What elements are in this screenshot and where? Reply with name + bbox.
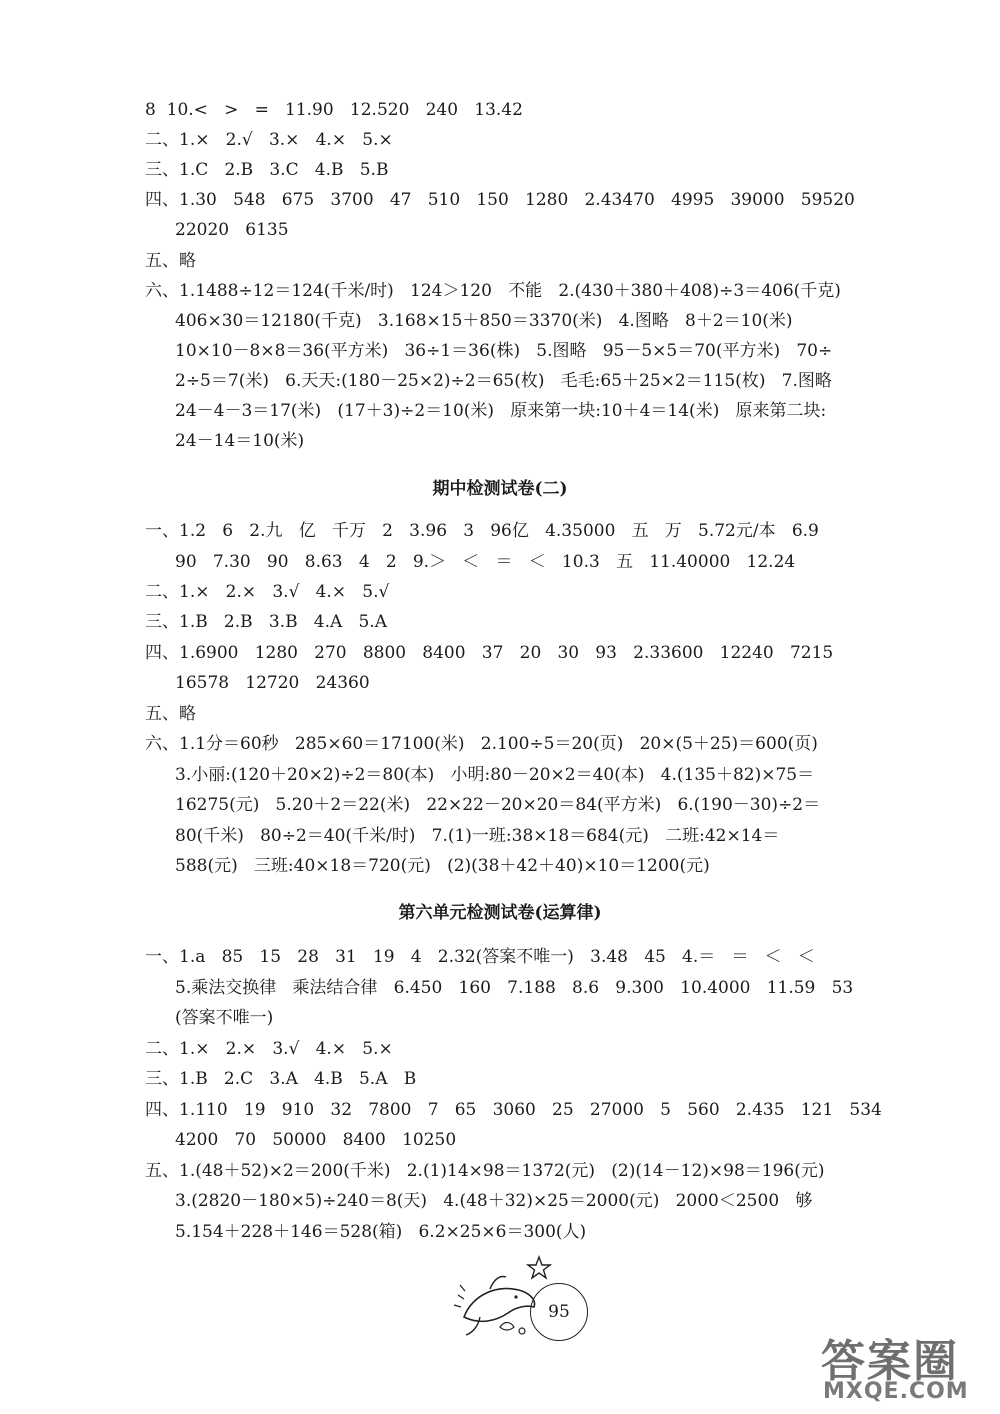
answer-line: 4200 70 50000 8400 10250: [175, 1130, 457, 1150]
answer-line: 80(千米) 80÷2＝40(千米/时) 7.(1)一班:38×18＝684(元) 二班:42×14＝: [175, 826, 780, 846]
answer-line: 2÷5＝7(米) 6.天天:(180－25×2)÷2＝65(枚) 毛毛:65＋25×2＝115(枚) 7.图略: [175, 371, 832, 391]
answer-line: 二、1.× 2.× 3.√ 4.× 5.×: [145, 1039, 393, 1059]
answer-line: 一、1.a 85 15 28 31 19 4 2.32(答案不唯一) 3.48 45 4.＝ ＝ ＜ ＜: [145, 947, 815, 967]
answer-line: 二、1.× 2.× 3.√ 4.× 5.√: [145, 582, 390, 602]
section-title: 期中检测试卷(二): [432, 479, 568, 499]
answer-line: 五、1.(48＋52)×2＝200(千米) 2.(1)14×98＝1372(元) (2)(14－12)×98＝196(元): [145, 1161, 825, 1181]
answer-line: 22020 6135: [175, 220, 289, 240]
answer-line: 三、1.B 2.C 3.A 4.B 5.A B: [145, 1069, 417, 1089]
answer-line: 三、1.B 2.B 3.B 4.A 5.A: [145, 612, 387, 632]
answer-line: 四、1.6900 1280 270 8800 8400 37 20 30 93 2.33600 12240 7215: [145, 643, 834, 663]
watermark-logo: [815, 1325, 1000, 1414]
answer-line: 四、1.110 19 910 32 7800 7 65 3060 25 27000 5 560 2.435 121 534: [145, 1100, 882, 1120]
answer-line: 588(元) 三班:40×18＝720(元) (2)(38＋42＋40)×10＝1200(元): [175, 856, 710, 876]
answer-line: 五、略: [145, 704, 196, 724]
answer-line: 3.(2820－180×5)÷240＝8(天) 4.(48＋32)×25＝2000(元) 2000＜2500 够: [175, 1191, 813, 1211]
answer-line: 5.154＋228＋146＝528(箱) 6.2×25×6＝300(人): [175, 1222, 587, 1242]
answer-line: 三、1.C 2.B 3.C 4.B 5.B: [145, 160, 389, 180]
answer-line: 16578 12720 24360: [175, 673, 370, 693]
answer-line: 一、1.2 6 2.九 亿 千万 2 3.96 3 96亿 4.35000 五 万 5.72元/本 6.9: [145, 521, 819, 541]
answer-line: 24－14＝10(米): [175, 431, 305, 451]
page-number: 95: [530, 1283, 588, 1341]
answer-line: 24－4－3＝17(米) (17＋3)÷2＝10(米) 原来第一块:10＋4＝14(米) 原来第二块:: [175, 401, 827, 421]
answer-line: 406×30＝12180(千克) 3.168×15＋850＝3370(米) 4.图略 8＋2＝10(米): [175, 311, 793, 331]
answer-line: 90 7.30 90 8.63 4 2 9.＞ ＜ ＝ ＜ 10.3 五 11.40000 12.24: [175, 552, 796, 572]
watermark-url: MXQE.COM: [823, 1379, 969, 1404]
answer-line: 六、1.1488÷12＝124(千米/时) 124＞120 不能 2.(430＋380＋408)÷3＝406(千克): [145, 281, 841, 301]
answer-line: 16275(元) 5.20＋2＝22(米) 22×22－20×20＝84(平方米) 6.(190－30)÷2＝: [175, 795, 821, 815]
answer-line: (答案不唯一): [175, 1008, 274, 1028]
answer-line: 二、1.× 2.√ 3.× 4.× 5.×: [145, 130, 393, 150]
section-title: 第六单元检测试卷(运算律): [398, 903, 602, 923]
answer-line: 3.小丽:(120＋20×2)÷2＝80(本) 小明:80－20×2＝40(本) 4.(135＋82)×75＝: [175, 765, 815, 785]
star-icon: [526, 1255, 552, 1281]
answer-line: 五、略: [145, 251, 196, 271]
answer-line: 5.乘法交换律 乘法结合律 6.450 160 7.188 8.6 9.300 10.4000 11.59 53: [175, 978, 854, 998]
answer-line: 8 10.< > = 11.90 12.520 240 13.42: [145, 100, 523, 120]
answer-line: 六、1.1分＝60秒 285×60＝17100(米) 2.100÷5＝20(页) 20×(5＋25)＝600(页): [145, 734, 818, 754]
answer-line: 四、1.30 548 675 3700 47 510 150 1280 2.43470 4995 39000 59520: [145, 190, 855, 210]
watermark-text: 答案圈: [821, 1336, 959, 1387]
answer-line: 10×10－8×8＝36(平方米) 36÷1＝36(株) 5.图略 95－5×5＝70(平方米) 70÷: [175, 341, 833, 361]
